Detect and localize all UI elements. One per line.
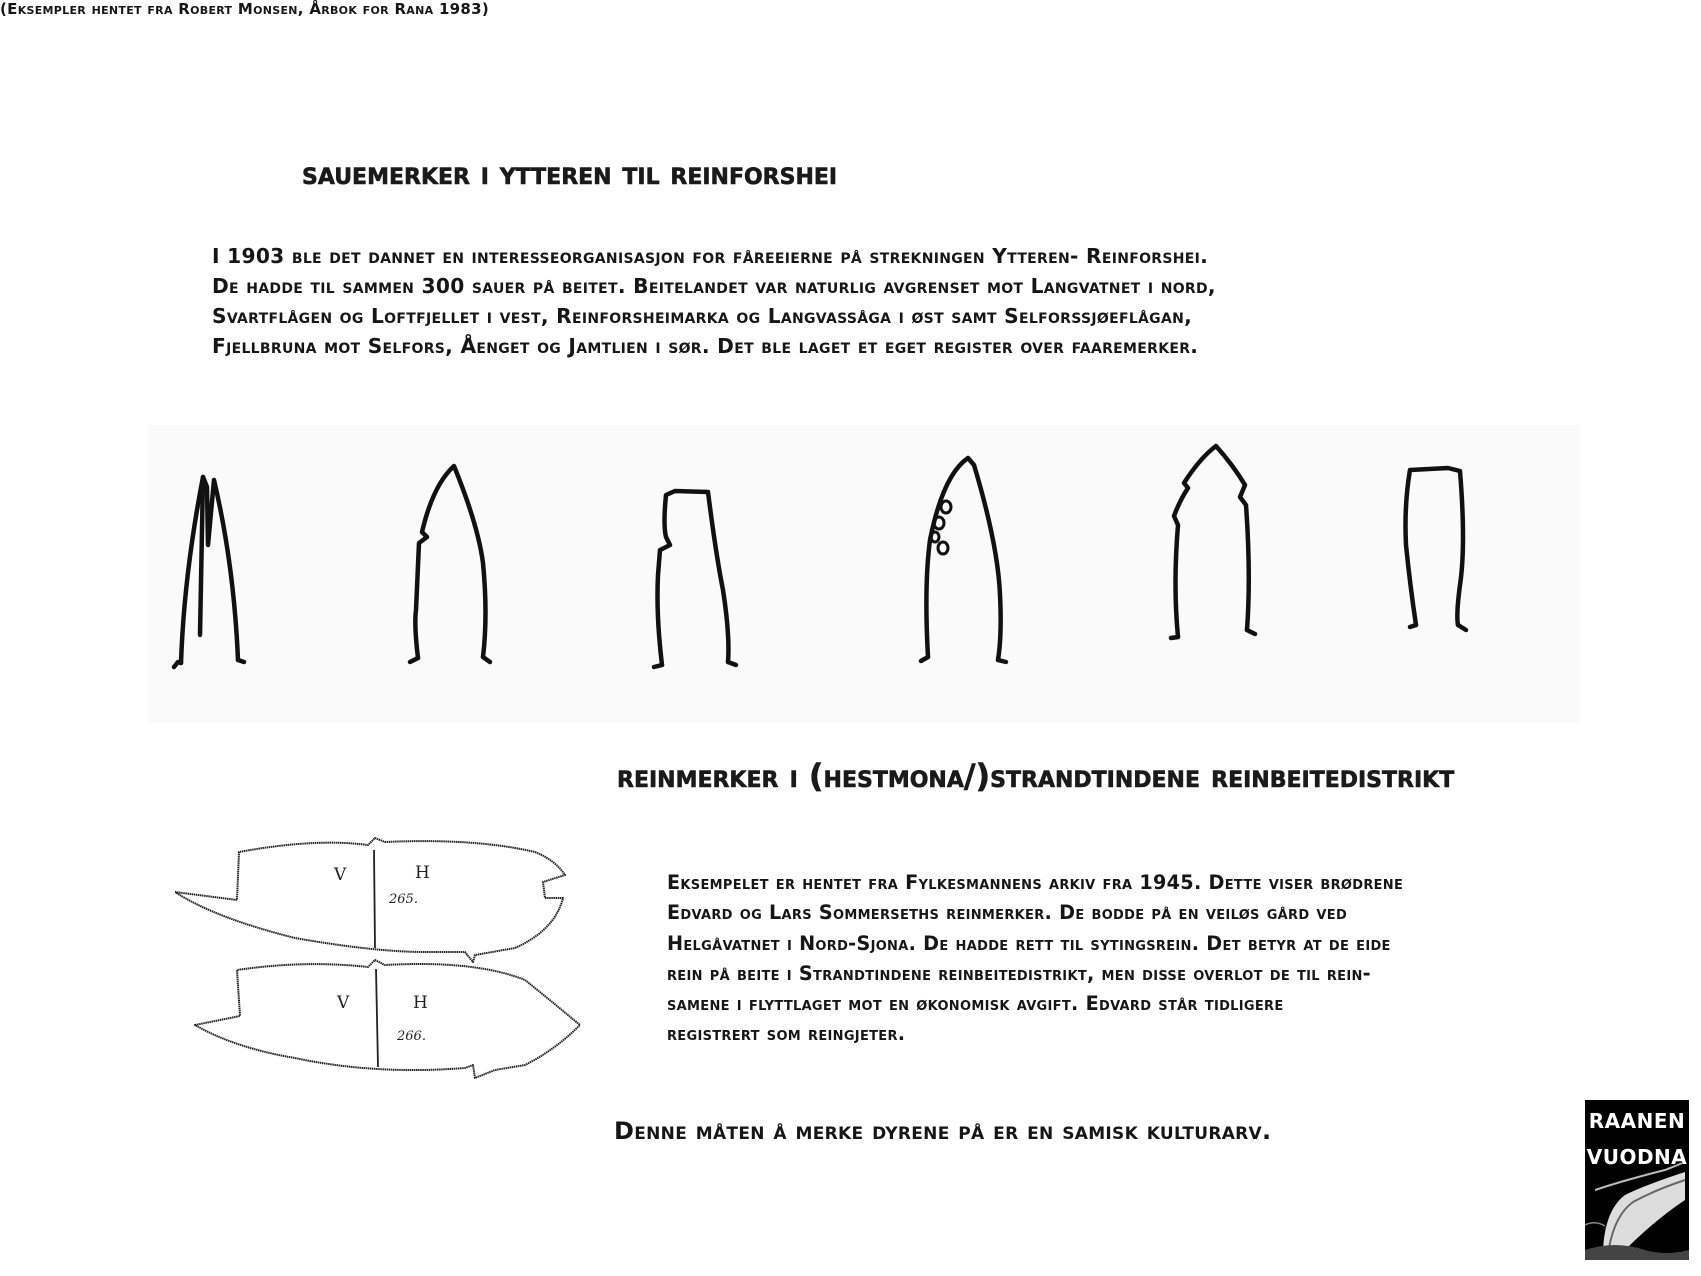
ear-mark-1-right-letter: H bbox=[415, 863, 430, 883]
reinmerker-line: registrert som reingjeter. bbox=[667, 1022, 906, 1046]
reinmerker-line: samene i flyttlaget mot en økonomisk avgift. Edvard står tidligere bbox=[667, 992, 1284, 1016]
reinmerker-title: reinmerker i (hestmona/)strandtindene reinbeitedistrikt bbox=[617, 757, 1455, 795]
ear-mark-1-left-letter: V bbox=[334, 865, 347, 885]
reinmerker-line: rein på beite i Strandtindene reinbeitedistrikt, men disse overlot de til rein- bbox=[667, 961, 1371, 985]
reinmerker-line: Helgåvatnet i Nord-Sjona. De hadde rett til sytingsrein. Det betyr at de eide bbox=[667, 931, 1391, 955]
sheep-ear-mark-6 bbox=[1406, 468, 1467, 630]
logo-line-1: RAANEN bbox=[1588, 1109, 1686, 1133]
sheep-ear-marks bbox=[148, 425, 1580, 723]
source-note: (Eksempler hentet fra Robert Monsen, Årbok for Rana 1983) bbox=[0, 0, 490, 18]
logo-line-2: VUODNA bbox=[1586, 1145, 1688, 1169]
sheep-ear-mark-1 bbox=[174, 477, 244, 667]
reindeer-ear-marks bbox=[175, 830, 595, 1090]
sheep-ear-mark-2 bbox=[410, 466, 490, 662]
reinmerker-line: Edvard og Lars Sommerseths reinmerker. De bodde på en veiløs gård ved bbox=[667, 901, 1348, 925]
reinmerker-text bbox=[667, 868, 1403, 1050]
sheep-ear-mark-3 bbox=[654, 491, 736, 667]
ear-mark-2-number: 266. bbox=[397, 1029, 426, 1044]
intro-line: Fjellbruna mot Selfors, Åenget og Jamtlien i sør. Det ble laget et eget register over faaremerker. bbox=[212, 334, 1199, 358]
sauemerker-intro bbox=[212, 241, 1216, 361]
intro-line: I 1903 ble det dannet en interesseorganisasjon for fåreeierne på strekningen Ytteren- Reinforshei. bbox=[212, 244, 1209, 268]
sauemerker-title: sauemerker i ytteren til reinforshei bbox=[302, 156, 838, 192]
intro-line: Svartflågen og Loftfjellet i vest, Reinforsheimarka og Langvassåga i øst samt Selforssjøeflågan, bbox=[212, 304, 1193, 328]
ear-mark-2-right-letter: H bbox=[413, 993, 428, 1013]
closing-statement: Denne måten å merke dyrene på er en samisk kulturarv. bbox=[614, 1117, 1272, 1145]
sheep-ear-mark-5 bbox=[1171, 446, 1255, 638]
raanen-vuodna-logo bbox=[1585, 1100, 1689, 1260]
ear-mark-2-left-letter: V bbox=[337, 993, 350, 1013]
intro-line: De hadde til sammen 300 sauer på beitet. Beitelandet var naturlig avgrenset mot Langvatnet i nord, bbox=[212, 274, 1216, 298]
ear-mark-1-number: 265. bbox=[389, 892, 418, 907]
reinmerker-line: Eksempelet er hentet fra Fylkesmannens arkiv fra 1945. Dette viser brødrene bbox=[667, 871, 1404, 894]
sheep-ear-mark-4 bbox=[921, 458, 1006, 662]
